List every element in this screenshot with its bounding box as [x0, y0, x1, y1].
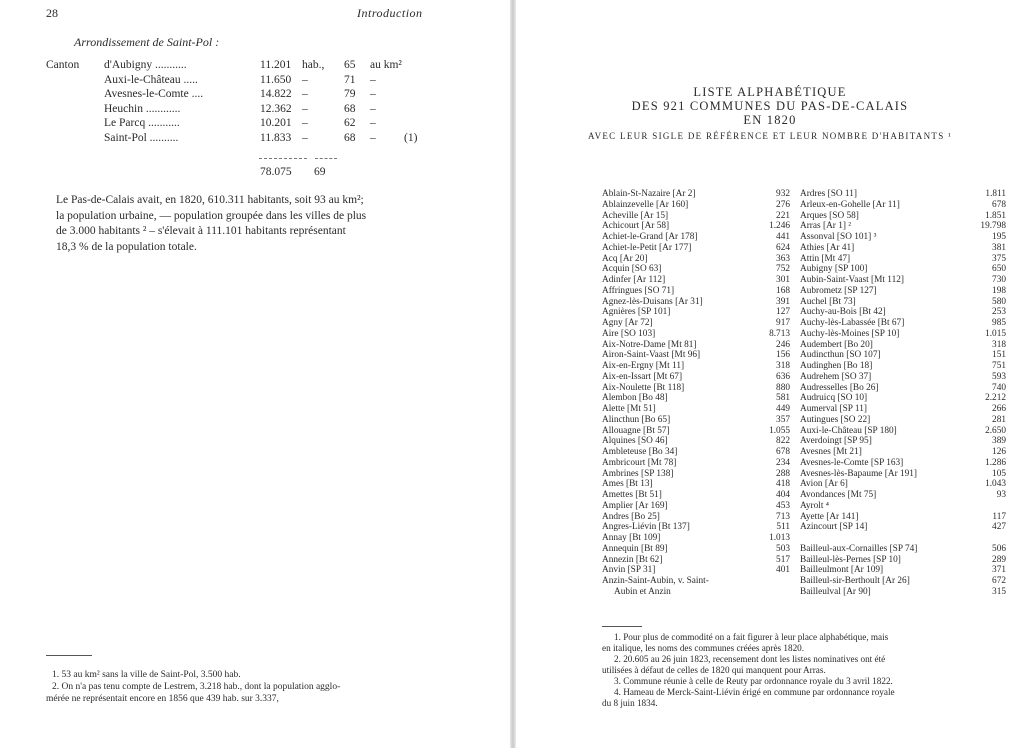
- commune-name: Aubigny [SP 100]: [800, 264, 868, 275]
- commune-population: 672: [992, 576, 1006, 586]
- commune-population: 198: [992, 285, 1006, 296]
- commune-name: Audresselles [Bo 26]: [800, 382, 879, 393]
- commune-population: 1.246: [769, 221, 790, 232]
- commune-name: Achicourt [Ar 58]: [602, 221, 670, 232]
- commune-row: [800, 243, 1006, 254]
- commune-population: 93: [996, 490, 1006, 500]
- commune-population: 289: [992, 554, 1006, 565]
- commune-row: [602, 501, 790, 512]
- paragraph-line: 18,3 % de la population totale.: [56, 240, 197, 253]
- commune-row: [602, 211, 790, 222]
- canton-name: Le Parcq ...........: [104, 117, 180, 130]
- commune-name: Arques [SO 58]: [800, 210, 859, 221]
- canton-table: [46, 58, 486, 188]
- commune-population: 117: [992, 511, 1006, 522]
- commune-population: 678: [992, 199, 1006, 210]
- canton-label: Canton: [46, 59, 80, 71]
- commune-name: Aix-en-Ergny [Mt 11]: [602, 361, 685, 371]
- commune-row: [602, 372, 790, 383]
- commune-population: 19.798: [980, 221, 1006, 232]
- commune-name: Ablain-St-Nazaire [Ar 2]: [602, 189, 696, 199]
- commune-population: 932: [776, 189, 790, 199]
- commune-name: Amettes [Bt 51]: [602, 490, 662, 500]
- commune-name: Avondances [Mt 75]: [800, 490, 877, 500]
- commune-row: [800, 372, 1006, 383]
- commune-row: [602, 200, 790, 211]
- commune-name: Acquin [SO 63]: [602, 264, 662, 275]
- summary-paragraph: [56, 193, 476, 255]
- commune-name: Arras [Ar 1] ²: [800, 221, 852, 232]
- canton-density: 79: [344, 88, 356, 101]
- commune-population: 822: [776, 436, 790, 447]
- commune-row: [800, 469, 1006, 480]
- communes-list: [602, 189, 1006, 613]
- commune-name: Audincthun [SO 107]: [800, 350, 881, 361]
- commune-name: Aix-Notre-Dame [Mt 81]: [602, 339, 697, 350]
- commune-row: [800, 329, 1006, 340]
- commune-population: 168: [776, 285, 790, 296]
- commune-name: Audrehem [SO 37]: [800, 371, 872, 382]
- commune-population: 650: [992, 264, 1006, 275]
- commune-name: Bailleul-lès-Pernes [SP 10]: [800, 554, 901, 565]
- commune-row: [602, 221, 790, 232]
- canton-density: 65: [344, 59, 356, 71]
- commune-population: 418: [776, 479, 790, 490]
- commune-name: Annezin [Bt 62]: [602, 554, 663, 565]
- commune-population: 389: [992, 436, 1006, 447]
- commune-name: Alquines [SO 46]: [602, 436, 668, 447]
- commune-row: [800, 576, 1006, 587]
- commune-name: Bailleul-sir-Berthoult [Ar 26]: [800, 576, 910, 586]
- commune-population: 195: [992, 232, 1006, 242]
- commune-row: [602, 307, 790, 318]
- commune-row: [602, 565, 790, 576]
- commune-population: 2.212: [985, 393, 1006, 404]
- list-title-line: LISTE ALPHABÉTIQUE: [693, 85, 847, 99]
- commune-name: Alette [Mt 51]: [602, 404, 656, 414]
- commune-population: 318: [992, 339, 1006, 350]
- commune-name: Auchy-au-Bois [Bt 42]: [800, 307, 886, 318]
- commune-row: [800, 565, 1006, 576]
- canton-habitants: 14.822: [260, 88, 292, 101]
- section-title: Arrondissement de Saint-Pol :: [74, 35, 220, 49]
- canton-density-unit: –: [370, 132, 376, 144]
- commune-row: [800, 254, 1006, 265]
- paragraph-line: Le Pas-de-Calais avait, en 1820, 610.311 habitants, soit 93 au km²;: [56, 194, 364, 206]
- canton-habitants: 11.650: [260, 73, 292, 86]
- commune-name: Avesnes [Mt 21]: [800, 447, 862, 457]
- list-subtitle: AVEC LEUR SIGLE DE RÉFÉRENCE ET LEUR NOMBRE D'HABITANTS ¹: [587, 131, 953, 141]
- commune-row: [602, 469, 790, 480]
- commune-population: 1.043: [985, 479, 1006, 490]
- canton-density-unit: –: [370, 73, 376, 86]
- commune-population: 371: [992, 565, 1006, 576]
- commune-population: 713: [776, 511, 790, 522]
- commune-name: Agnez-lès-Duisans [Ar 31]: [602, 296, 703, 307]
- commune-row: [602, 533, 790, 544]
- commune-row: [800, 436, 1006, 447]
- total-rule-density: [315, 158, 337, 159]
- commune-row: [800, 340, 1006, 351]
- canton-name: Heuchin ............: [104, 102, 181, 115]
- commune-population: 1.811: [985, 189, 1006, 199]
- commune-row: [602, 264, 790, 275]
- commune-population: 2.650: [985, 425, 1006, 436]
- commune-row: [800, 383, 1006, 394]
- commune-population: 8.713: [769, 328, 790, 339]
- commune-name: Angres-Liévin [Bt 137]: [602, 522, 690, 533]
- commune-name: Andres [Bo 25]: [602, 511, 660, 522]
- commune-population: 315: [992, 586, 1006, 597]
- canton-habitants: 11.201: [260, 59, 292, 71]
- commune-name: Athies [Ar 41]: [800, 242, 855, 253]
- footnote: en italique, les noms des communes créées après 1820.: [602, 643, 805, 653]
- commune-population: 740: [992, 382, 1006, 393]
- commune-row: [602, 415, 790, 426]
- commune-population: 581: [776, 393, 790, 404]
- footnote-rule: [46, 655, 92, 656]
- commune-name: Acq [Ar 20]: [602, 253, 648, 264]
- commune-row: [602, 340, 790, 351]
- commune-row: [602, 383, 790, 394]
- commune-population: 381: [992, 242, 1006, 253]
- commune-population: 1.055: [769, 425, 790, 436]
- footnote: 2. 20.605 au 26 juin 1823, recensement dont les listes nominatives ont été: [614, 654, 886, 664]
- commune-population: 301: [776, 275, 790, 285]
- commune-row: [602, 232, 790, 243]
- commune-population: 1.851: [985, 210, 1006, 221]
- footnote: 2. On n'a pas tenu compte de Lestrem, 3.218 hab., dont la population agglo-: [52, 682, 341, 692]
- commune-row: [800, 533, 1006, 544]
- commune-population: 1.015: [985, 328, 1006, 339]
- commune-population: 404: [776, 490, 790, 500]
- commune-population: 266: [992, 404, 1006, 414]
- commune-population: 453: [776, 500, 790, 511]
- commune-population: 253: [992, 307, 1006, 318]
- commune-row: [602, 426, 790, 437]
- commune-row: [602, 275, 790, 286]
- commune-name: Avion [Ar 6]: [800, 479, 848, 490]
- commune-row: [800, 512, 1006, 523]
- commune-population: 427: [992, 522, 1006, 533]
- commune-population: 441: [776, 232, 790, 242]
- list-title-line: DES 921 COMMUNES DU PAS-DE-CALAIS: [631, 99, 909, 113]
- commune-row: [602, 404, 790, 415]
- commune-population: 318: [776, 361, 790, 371]
- commune-name: Annequin [Bt 89]: [602, 543, 668, 554]
- commune-name: Bailleul-aux-Cornailles [SP 74]: [800, 543, 918, 554]
- footnotes: [46, 669, 340, 705]
- commune-name: Alembon [Bo 48]: [602, 393, 668, 404]
- commune-name: Averdoingt [SP 95]: [800, 436, 872, 447]
- commune-population: 624: [776, 242, 790, 253]
- canton-density-unit: –: [370, 102, 376, 115]
- total-rule: [259, 158, 307, 159]
- canton-density: 62: [344, 117, 356, 130]
- commune-name: Ambricourt [Mt 78]: [602, 457, 677, 468]
- commune-population: 375: [992, 253, 1006, 264]
- commune-row: [800, 318, 1006, 329]
- commune-name: Auchy-lès-Moines [SP 10]: [800, 328, 900, 339]
- commune-name: Achiet-le-Grand [Ar 178]: [602, 232, 698, 242]
- footnote: du 8 juin 1834.: [602, 698, 658, 708]
- commune-population: 449: [776, 404, 790, 414]
- commune-row: [800, 297, 1006, 308]
- commune-row: [602, 587, 790, 598]
- list-title-line: EN 1820: [743, 113, 797, 127]
- canton-row: [46, 87, 486, 102]
- commune-row: [800, 221, 1006, 232]
- canton-row: [46, 73, 486, 88]
- canton-row: [46, 131, 486, 146]
- commune-row: [602, 490, 790, 501]
- commune-name: Agnières [SP 101]: [602, 307, 671, 318]
- commune-population: 511: [776, 522, 790, 533]
- commune-name: Anvin [SP 31]: [602, 565, 656, 576]
- commune-name: Attin [Mt 47]: [800, 253, 851, 264]
- commune-row: [602, 522, 790, 533]
- canton-habitants-unit: –: [302, 73, 308, 86]
- commune-population: 156: [776, 350, 790, 361]
- canton-habitants: 11.833: [260, 132, 292, 144]
- canton-name: Auxi-le-Château .....: [104, 73, 198, 86]
- commune-population: 503: [776, 543, 790, 554]
- canton-density-unit: au km²: [370, 59, 402, 71]
- commune-name: Bailleulmont [Ar 109]: [800, 565, 884, 576]
- commune-row: [800, 415, 1006, 426]
- commune-row: [800, 393, 1006, 404]
- canton-name: d'Aubigny ...........: [104, 59, 187, 71]
- commune-name: Ayette [Ar 141]: [800, 511, 859, 522]
- commune-population: 363: [776, 253, 790, 264]
- commune-row: [800, 479, 1006, 490]
- commune-name: Aubin-Saint-Vaast [Mt 112]: [800, 275, 904, 285]
- commune-row: [800, 232, 1006, 243]
- canton-density: 71: [344, 73, 356, 86]
- commune-name: Arleux-en-Gohelle [Ar 11]: [800, 199, 900, 210]
- commune-name: Affringues [SO 71]: [602, 285, 675, 296]
- canton-habitants-unit: –: [302, 117, 308, 130]
- commune-name: Ablainzevelle [Ar 160]: [602, 199, 689, 210]
- commune-population: 221: [776, 210, 790, 221]
- commune-population: 917: [776, 318, 790, 328]
- commune-row: [800, 587, 1006, 598]
- commune-row: [602, 318, 790, 329]
- commune-population: 880: [776, 382, 790, 393]
- commune-population: 234: [776, 457, 790, 468]
- canton-row: [46, 58, 486, 73]
- commune-name: Annay [Bt 109]: [602, 533, 661, 543]
- commune-name: Adinfer [Ar 112]: [602, 275, 666, 285]
- commune-population: 752: [776, 264, 790, 275]
- commune-name: Aix-Noulette [Bt 118]: [602, 382, 685, 393]
- commune-population: 281: [992, 414, 1006, 425]
- commune-row: [800, 522, 1006, 533]
- footnote: 1. 53 au km² sans la ville de Saint-Pol, 3.500 hab.: [52, 670, 241, 680]
- commune-name: Audinghen [Bo 18]: [800, 361, 873, 371]
- commune-population: 1.013: [769, 533, 790, 543]
- commune-name: Ames [Bt 13]: [602, 479, 653, 490]
- commune-row: [800, 275, 1006, 286]
- total-habitants: 78.075: [260, 166, 292, 178]
- footnote: 3. Commune réunie à celle de Reuty par ordonnance royale du 3 avril 1822.: [614, 676, 893, 686]
- commune-row: [800, 264, 1006, 275]
- page-number: 28: [46, 6, 58, 20]
- list-footnotes: [602, 632, 895, 709]
- commune-row: [602, 297, 790, 308]
- commune-row: [602, 286, 790, 297]
- footnote: mérée ne représentait encore en 1856 que 439 hab. sur 3.337,: [46, 694, 279, 704]
- commune-row: [800, 544, 1006, 555]
- commune-population: 126: [992, 447, 1006, 457]
- commune-name: Agny [Ar 72]: [602, 318, 653, 328]
- commune-name: Audembert [Bo 20]: [800, 339, 873, 350]
- commune-row: [602, 447, 790, 458]
- footnote: 1. Pour plus de commodité on a fait figurer à leur place alphabétique, mais: [614, 632, 889, 642]
- commune-population: 730: [992, 275, 1006, 285]
- commune-name: Azincourt [SP 14]: [800, 522, 868, 533]
- commune-name: Allouagne [Bt 57]: [602, 425, 670, 436]
- commune-row: [602, 576, 790, 587]
- commune-name: Auchel [Bt 73]: [800, 296, 856, 307]
- canton-row: [46, 116, 486, 131]
- commune-population: 1.286: [985, 457, 1006, 468]
- commune-row: [602, 350, 790, 361]
- commune-row: [800, 458, 1006, 469]
- commune-name: Auchy-lès-Labassée [Bt 67]: [800, 318, 905, 328]
- paragraph-line: la population urbaine, — population groupée dans les villes de plus: [56, 209, 367, 222]
- commune-population: 678: [776, 447, 790, 457]
- running-head: Introduction: [357, 6, 423, 20]
- commune-row: [800, 490, 1006, 501]
- commune-row: [800, 447, 1006, 458]
- commune-population: 127: [776, 307, 790, 318]
- commune-name: Alincthun [Bo 65]: [602, 414, 671, 425]
- commune-row: [602, 393, 790, 404]
- commune-name: Airon-Saint-Vaast [Mt 96]: [602, 350, 701, 361]
- commune-name: Autingues [SO 22]: [800, 414, 871, 425]
- canton-density: 68: [344, 102, 356, 115]
- canton-habitants: 10.201: [260, 117, 292, 130]
- commune-name: Aubrometz [SP 127]: [800, 285, 877, 296]
- commune-population: 636: [776, 371, 790, 382]
- footnote: 4. Hameau de Merck-Saint-Liévin érigé en commune par ordonnance royale: [614, 687, 895, 697]
- commune-row: [602, 254, 790, 265]
- commune-row: [800, 211, 1006, 222]
- commune-row: [602, 458, 790, 469]
- commune-row: [602, 512, 790, 523]
- commune-population: 391: [776, 296, 790, 307]
- canton-density: 68: [344, 132, 356, 144]
- commune-name: Aix-en-Issart [Mt 67]: [602, 371, 683, 382]
- commune-row: [602, 329, 790, 340]
- commune-name: Acheville [Ar 15]: [602, 210, 669, 221]
- commune-population: 751: [992, 361, 1006, 371]
- canton-habitants: 12.362: [260, 102, 292, 115]
- commune-name: Anzin-Saint-Aubin, v. Saint-: [602, 576, 709, 586]
- canton-density-unit: –: [370, 88, 376, 101]
- commune-row: [800, 501, 1006, 512]
- canton-row: [46, 102, 486, 117]
- canton-density-unit: –: [370, 117, 376, 130]
- commune-row: [800, 200, 1006, 211]
- commune-population: 151: [992, 350, 1006, 361]
- commune-row: [800, 404, 1006, 415]
- commune-population: 506: [992, 543, 1006, 554]
- commune-population: 593: [992, 371, 1006, 382]
- commune-name: Ambleteuse [Bo 34]: [602, 447, 678, 457]
- commune-row: [602, 189, 790, 200]
- commune-name: Avesnes-lès-Bapaume [Ar 191]: [800, 468, 918, 479]
- commune-population: 288: [776, 468, 790, 479]
- commune-row: [800, 286, 1006, 297]
- canton-note: (1): [404, 132, 418, 144]
- commune-population: 580: [992, 296, 1006, 307]
- total-density: 69: [314, 166, 326, 178]
- commune-population: 276: [776, 199, 790, 210]
- commune-name: Ardres [SO 11]: [800, 189, 857, 199]
- commune-population: 246: [776, 339, 790, 350]
- commune-name: Achiet-le-Petit [Ar 177]: [602, 242, 692, 253]
- commune-name: Avesnes-le-Comte [SP 163]: [800, 457, 904, 468]
- commune-name: Ayrolt ⁴: [800, 500, 829, 511]
- commune-row: [602, 555, 790, 566]
- canton-habitants-unit: hab.,: [302, 59, 325, 71]
- footnote: utilisées à défaut de celles de 1820 qui manquent pour Arras.: [602, 665, 826, 675]
- canton-habitants-unit: –: [302, 102, 308, 115]
- commune-row: [602, 436, 790, 447]
- commune-name: Aubin et Anzin: [614, 586, 671, 597]
- commune-population: 401: [776, 565, 790, 576]
- paragraph-line: de 3.000 habitants ² – s'élevait à 111.101 habitants représentant: [56, 225, 346, 237]
- commune-row: [800, 361, 1006, 372]
- commune-name: Bailleulval [Ar 90]: [800, 586, 871, 597]
- commune-population: 985: [992, 318, 1006, 328]
- commune-name: Auxi-le-Château [SP 180]: [800, 425, 897, 436]
- canton-habitants-unit: –: [302, 88, 308, 101]
- commune-name: Assonval [SO 101] ³: [800, 232, 877, 242]
- commune-name: Aumerval [SP 11]: [800, 404, 867, 414]
- commune-row: [602, 243, 790, 254]
- footnote-rule: [602, 626, 642, 627]
- right-page: [516, 0, 1024, 748]
- commune-population: 517: [776, 554, 790, 565]
- commune-name: Ambrines [SP 138]: [602, 468, 674, 479]
- commune-population: 357: [776, 414, 790, 425]
- canton-name: Avesnes-le-Comte ....: [104, 88, 204, 101]
- commune-row: [602, 361, 790, 372]
- commune-name: Aire [SO 103]: [602, 328, 656, 339]
- commune-name: Amplier [Ar 169]: [602, 500, 668, 511]
- commune-row: [800, 307, 1006, 318]
- canton-habitants-unit: –: [302, 132, 308, 144]
- commune-row: [800, 555, 1006, 566]
- commune-row: [800, 189, 1006, 200]
- canton-name: Saint-Pol ..........: [104, 132, 179, 144]
- commune-row: [800, 350, 1006, 361]
- commune-row: [602, 479, 790, 490]
- commune-population: 105: [992, 468, 1006, 479]
- commune-name: Audruicq [SO 10]: [800, 393, 868, 404]
- commune-row: [800, 426, 1006, 437]
- commune-row: [602, 544, 790, 555]
